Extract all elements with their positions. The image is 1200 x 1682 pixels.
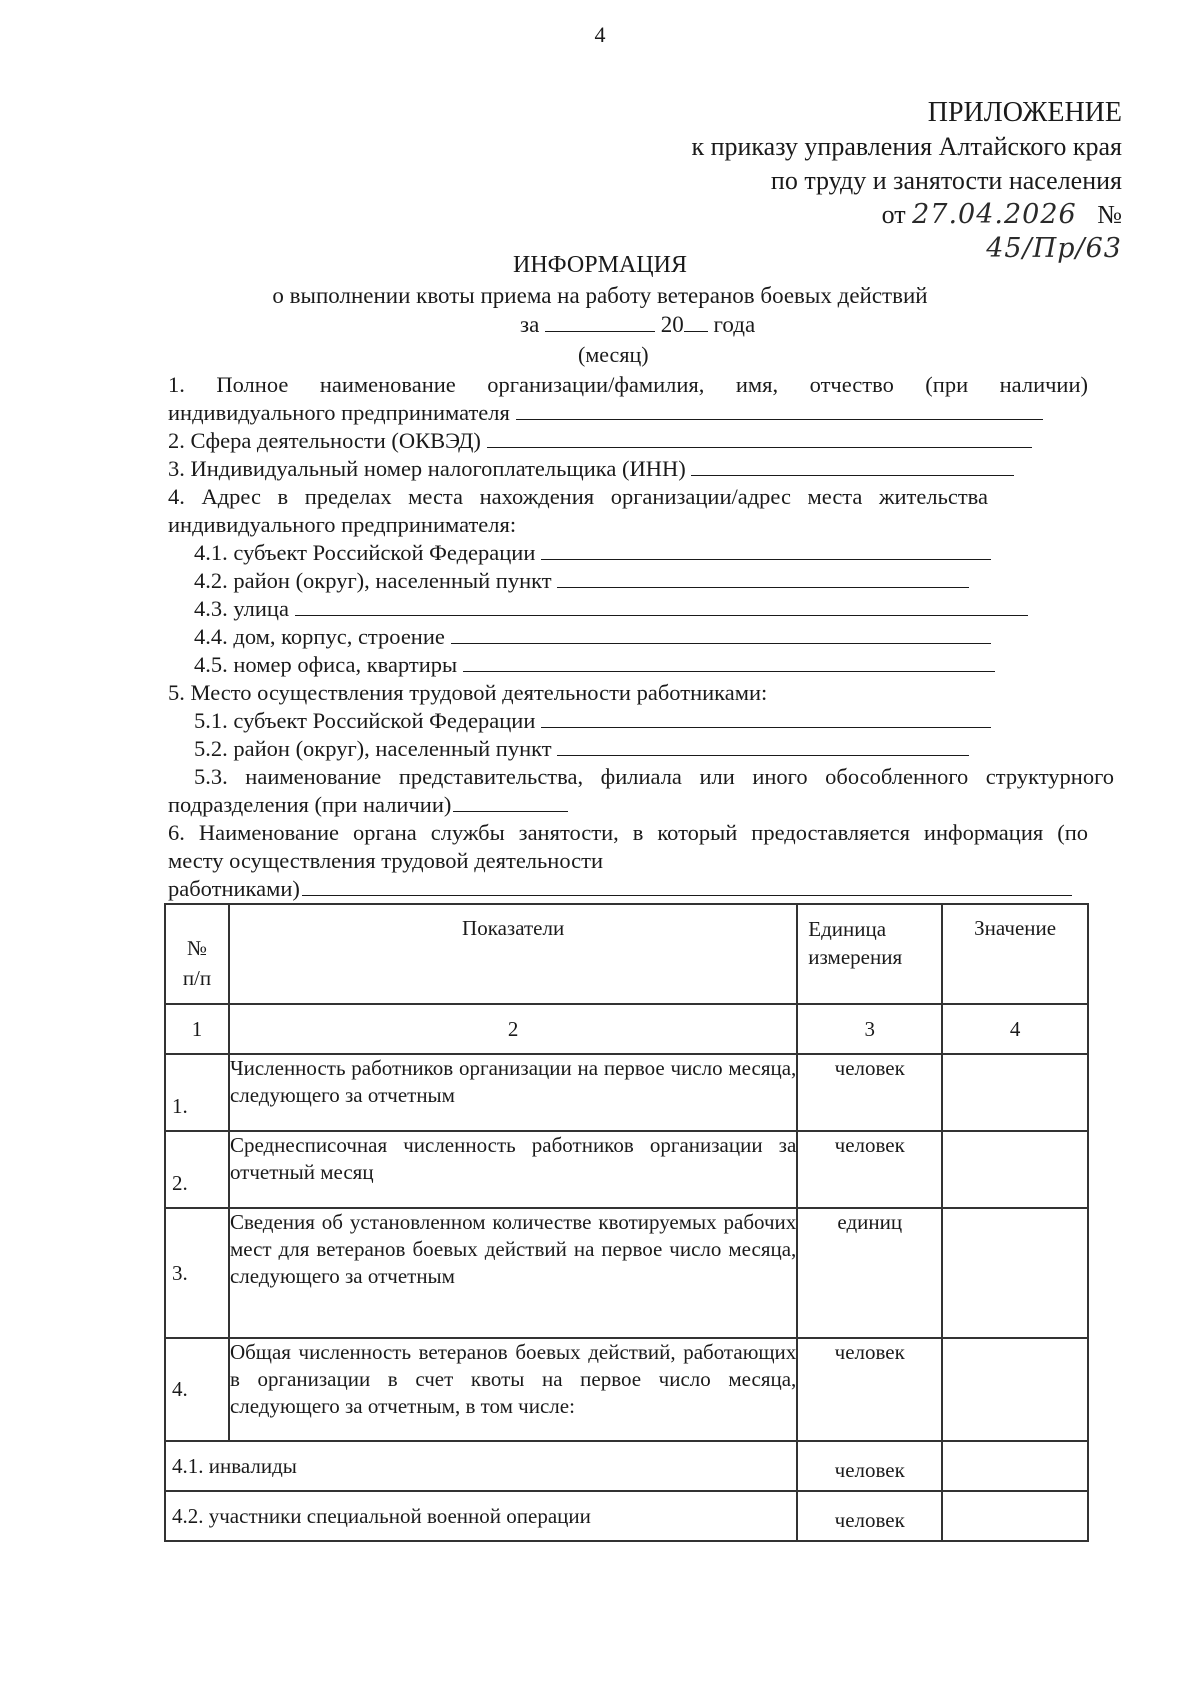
field-1-line1: 1. Полное наименование организации/фамилия, имя, отчество (при наличии) xyxy=(168,372,1088,397)
field-5-3-line2: подразделения (при наличии) xyxy=(168,792,568,818)
row-value[interactable] xyxy=(942,1208,1088,1338)
indicators-table xyxy=(164,903,1089,1542)
appendix-block xyxy=(691,96,1122,266)
field-5: 5. Место осуществления трудовой деятельности работниками: xyxy=(168,680,768,705)
handwritten-number: 45/Пр/63 xyxy=(986,233,1122,264)
table-colnum-row xyxy=(165,1004,1088,1054)
field-2-blank[interactable] xyxy=(487,429,1032,448)
table-subrow xyxy=(165,1441,1088,1491)
field-5-2-blank[interactable] xyxy=(557,737,969,756)
row-num: 2. xyxy=(165,1131,229,1208)
period-year-blank[interactable] xyxy=(684,313,708,332)
field-5-1: 5.1. субъект Российской Федерации xyxy=(194,708,991,734)
field-4-line1: 4. Адрес в пределах места нахождения организации/адрес места жительства xyxy=(168,484,988,509)
field-4-3-blank[interactable] xyxy=(295,597,1028,616)
appendix-line1: к приказу управления Алтайского края xyxy=(691,132,1122,161)
row-value[interactable] xyxy=(942,1338,1088,1441)
colnum-2: 2 xyxy=(229,1004,797,1054)
appendix-line2: по труду и занятости населения xyxy=(770,166,1122,195)
field-4-2: 4.2. район (округ), населенный пункт xyxy=(194,568,969,594)
row-unit: человек xyxy=(797,1131,942,1208)
subrow-unit: человек xyxy=(797,1491,942,1541)
period-line xyxy=(520,312,755,338)
handwritten-date: 27.04.2026 xyxy=(912,199,1077,230)
table-row xyxy=(165,1208,1088,1338)
colnum-3: 3 xyxy=(797,1004,942,1054)
row-num: 1. xyxy=(165,1054,229,1131)
table-subrow xyxy=(165,1491,1088,1541)
subrow-value[interactable] xyxy=(942,1441,1088,1491)
field-4-5: 4.5. номер офиса, квартиры xyxy=(194,652,995,678)
document-title: ИНФОРМАЦИЯ xyxy=(513,252,687,278)
header-num: № п/п xyxy=(165,904,229,1004)
row-value[interactable] xyxy=(942,1054,1088,1131)
appendix-title: ПРИЛОЖЕНИЕ xyxy=(927,97,1122,128)
field-3: 3. Индивидуальный номер налогоплательщика (ИНН) xyxy=(168,456,1014,482)
field-4-1: 4.1. субъект Российской Федерации xyxy=(194,540,991,566)
appendix-date-line xyxy=(691,198,1122,232)
page-number: 4 xyxy=(594,22,606,47)
colnum-4: 4 xyxy=(942,1004,1088,1054)
field-5-1-blank[interactable] xyxy=(541,709,991,728)
row-unit: единиц xyxy=(797,1208,942,1338)
field-4-3: 4.3. улица xyxy=(194,596,1028,622)
period-suffix: года xyxy=(713,312,756,337)
field-1-blank[interactable] xyxy=(516,401,1043,420)
field-4-4-blank[interactable] xyxy=(451,625,991,644)
field-1-line2: индивидуального предпринимателя xyxy=(168,400,1043,426)
subrow-text: 4.1. инвалиды xyxy=(165,1441,797,1491)
field-4-5-blank[interactable] xyxy=(463,653,995,672)
date-prefix: от xyxy=(881,200,906,229)
field-4-4: 4.4. дом, корпус, строение xyxy=(194,624,991,650)
table-row xyxy=(165,1131,1088,1208)
field-4-line2: индивидуального предпринимателя: xyxy=(168,512,517,537)
table-header-row xyxy=(165,904,1088,1004)
field-3-blank[interactable] xyxy=(691,457,1014,476)
header-value: Значение xyxy=(942,904,1088,1004)
header-indicator: Показатели xyxy=(229,904,797,1004)
colnum-1: 1 xyxy=(165,1004,229,1054)
number-label: № xyxy=(1097,200,1122,229)
field-2: 2. Сфера деятельности (ОКВЭД) xyxy=(168,428,1032,454)
document-subtitle: о выполнении квоты приема на работу ветеранов боевых действий xyxy=(272,283,928,308)
table-row xyxy=(165,1338,1088,1441)
field-6-blank[interactable] xyxy=(302,877,1072,896)
subrow-unit: человек xyxy=(797,1441,942,1491)
field-4-2-blank[interactable] xyxy=(557,569,969,588)
table-row xyxy=(165,1054,1088,1131)
field-5-3-line1: 5.3. наименование представительства, филиала или иного обособленного структурного xyxy=(194,764,1114,789)
row-text: Численность работников организации на первое число месяца, следующего за отчетным xyxy=(229,1054,797,1131)
subrow-text: 4.2. участники специальной военной операции xyxy=(165,1491,797,1541)
row-text: Общая численность ветеранов боевых действий, работающих в организации в счет квоты на первое число месяца, следующего за отчетным, в том числе: xyxy=(229,1338,797,1441)
period-note: (месяц) xyxy=(578,342,649,367)
field-5-3-blank[interactable] xyxy=(453,793,568,812)
period-prefix: за xyxy=(520,312,540,337)
row-text: Сведения об установленном количестве квотируемых рабочих мест для ветеранов боевых действий на первое число месяца, следующего за отчетным xyxy=(229,1208,797,1338)
row-value[interactable] xyxy=(942,1131,1088,1208)
period-month-blank[interactable] xyxy=(545,313,655,332)
row-unit: человек xyxy=(797,1054,942,1131)
field-6-line2: месту осуществления трудовой деятельности xyxy=(168,848,604,873)
row-num: 4. xyxy=(165,1338,229,1441)
row-unit: человек xyxy=(797,1338,942,1441)
field-4-1-blank[interactable] xyxy=(541,541,991,560)
subrow-value[interactable] xyxy=(942,1491,1088,1541)
field-6-line1: 6. Наименование органа службы занятости, в который предоставляется информация (по xyxy=(168,820,1088,845)
row-num: 3. xyxy=(165,1208,229,1338)
period-year: 20 xyxy=(660,312,684,337)
row-text: Среднесписочная численность работников организации за отчетный месяц xyxy=(229,1131,797,1208)
header-unit: Единица измерения xyxy=(797,904,942,1004)
field-6-line3: работниками) xyxy=(168,876,1072,902)
field-5-2: 5.2. район (округ), населенный пункт xyxy=(194,736,969,762)
